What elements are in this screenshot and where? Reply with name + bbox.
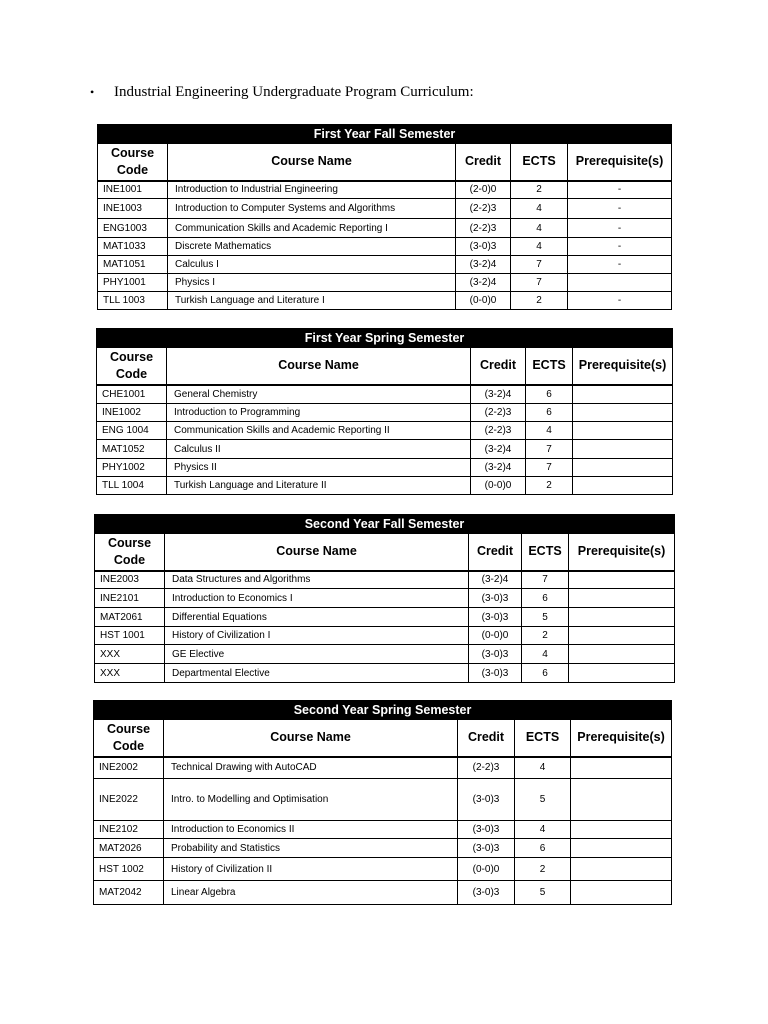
header-course-code: Course Code [97,348,167,385]
course-code: TLL 1003 [98,292,168,310]
table-row [94,881,672,905]
course-code: INE2003 [95,571,165,589]
course-prerequisite [569,608,675,627]
course-prerequisite [573,422,673,440]
course-code: TLL 1004 [97,477,167,495]
course-name: History of Civilization II [164,858,458,881]
semester-title: Second Year Spring Semester [94,701,672,720]
course-ects: 7 [511,274,568,292]
course-ects: 2 [515,858,571,881]
table-row [94,779,672,821]
table-row [97,477,673,495]
course-credit: (3-0)3 [469,608,522,627]
course-credit: (0-0)0 [458,858,515,881]
course-name: Turkish Language and Literature I [168,292,456,310]
course-prerequisite: - [568,292,672,310]
header-ects: ECTS [511,144,568,181]
course-prerequisite: - [568,199,672,219]
table-row [95,627,675,645]
header-course-name: Course Name [165,534,469,571]
course-credit: (0-0)0 [469,627,522,645]
table-row [97,385,673,404]
table-row [95,571,675,589]
header-course-name: Course Name [164,720,458,757]
header-credit: Credit [456,144,511,181]
course-prerequisite [571,881,672,905]
course-name: Introduction to Industrial Engineering [168,181,456,199]
course-code: ENG 1004 [97,422,167,440]
course-name: Departmental Elective [165,664,469,683]
header-course-code: Course Code [98,144,168,181]
course-name: Turkish Language and Literature II [167,477,471,495]
header-course-code: Course Code [94,720,164,757]
course-ects: 2 [511,292,568,310]
course-code: INE1002 [97,404,167,422]
course-ects: 7 [526,459,573,477]
course-ects: 4 [522,645,569,664]
table-row [95,589,675,608]
course-code: INE2101 [95,589,165,608]
course-name: Linear Algebra [164,881,458,905]
course-code: INE1001 [98,181,168,199]
header-course-name: Course Name [167,348,471,385]
course-code: INE2102 [94,821,164,839]
course-ects: 2 [522,627,569,645]
course-ects: 7 [522,571,569,589]
course-code: XXX [95,645,165,664]
course-credit: (3-2)4 [456,256,511,274]
course-code: INE1003 [98,199,168,219]
course-credit: (3-2)4 [456,274,511,292]
course-credit: (3-2)4 [471,385,526,404]
course-prerequisite: - [568,256,672,274]
semester-table-3 [94,514,675,683]
course-prerequisite: - [568,181,672,199]
header-credit: Credit [458,720,515,757]
course-name: Introduction to Economics II [164,821,458,839]
course-prerequisite: - [568,219,672,238]
course-code: MAT2061 [95,608,165,627]
course-name: Technical Drawing with AutoCAD [164,757,458,779]
course-name: Communication Skills and Academic Reporting II [167,422,471,440]
course-credit: (2-2)3 [456,219,511,238]
course-prerequisite [571,779,672,821]
table-row [98,274,672,292]
header-prerequisites: Prerequisite(s) [569,534,675,571]
course-name: Differential Equations [165,608,469,627]
course-name: Physics II [167,459,471,477]
course-name: Introduction to Programming [167,404,471,422]
bullet-point: • [90,85,95,99]
header-ects: ECTS [515,720,571,757]
table-row [94,839,672,858]
table-row [95,608,675,627]
course-ects: 2 [511,181,568,199]
course-prerequisite: - [568,238,672,256]
semester-table-4 [93,700,672,905]
course-ects: 6 [522,664,569,683]
course-credit: (0-0)0 [471,477,526,495]
table-row [97,422,673,440]
table-row [97,440,673,459]
header-credit: Credit [471,348,526,385]
table-row [97,459,673,477]
course-credit: (3-2)4 [469,571,522,589]
course-credit: (3-0)3 [469,645,522,664]
course-name: General Chemistry [167,385,471,404]
course-ects: 4 [515,757,571,779]
course-code: MAT2026 [94,839,164,858]
header-credit: Credit [469,534,522,571]
course-code: MAT1033 [98,238,168,256]
header-prerequisites: Prerequisite(s) [568,144,672,181]
course-code: MAT2042 [94,881,164,905]
header-ects: ECTS [526,348,573,385]
course-prerequisite [569,589,675,608]
course-prerequisite [571,839,672,858]
semester-title: First Year Fall Semester [98,125,672,144]
course-credit: (2-2)3 [471,422,526,440]
course-credit: (3-0)3 [456,238,511,256]
table-row [98,181,672,199]
course-prerequisite [573,477,673,495]
course-ects: 4 [511,238,568,256]
course-code: INE2002 [94,757,164,779]
course-credit: (3-2)4 [471,440,526,459]
course-ects: 7 [511,256,568,274]
course-ects: 6 [526,385,573,404]
course-name: History of Civilization I [165,627,469,645]
course-ects: 5 [522,608,569,627]
course-credit: (2-2)3 [456,199,511,219]
course-credit: (3-0)3 [469,589,522,608]
course-name: Introduction to Economics I [165,589,469,608]
heading-text: Industrial Engineering Undergraduate Program Curriculum: [114,84,474,100]
course-credit: (3-0)3 [469,664,522,683]
course-credit: (3-2)4 [471,459,526,477]
course-credit: (2-2)3 [458,757,515,779]
course-prerequisite [569,627,675,645]
course-code: HST 1001 [95,627,165,645]
course-code: CHE1001 [97,385,167,404]
curriculum-heading [90,84,474,101]
course-name: Introduction to Computer Systems and Algorithms [168,199,456,219]
course-credit: (0-0)0 [456,292,511,310]
course-prerequisite [571,757,672,779]
header-prerequisites: Prerequisite(s) [571,720,672,757]
course-ects: 4 [526,422,573,440]
course-name: Calculus I [168,256,456,274]
course-credit: (3-0)3 [458,881,515,905]
table-row [98,199,672,219]
course-code: MAT1051 [98,256,168,274]
course-credit: (2-0)0 [456,181,511,199]
course-ects: 5 [515,779,571,821]
course-name: Probability and Statistics [164,839,458,858]
course-credit: (2-2)3 [471,404,526,422]
table-row [97,404,673,422]
table-row [98,256,672,274]
course-ects: 6 [515,839,571,858]
course-ects: 2 [526,477,573,495]
header-course-code: Course Code [95,534,165,571]
course-code: PHY1001 [98,274,168,292]
course-prerequisite [573,385,673,404]
semester-title: Second Year Fall Semester [95,515,675,534]
semester-table-1 [97,124,672,310]
course-prerequisite [573,404,673,422]
course-name: Data Structures and Algorithms [165,571,469,589]
course-name: Discrete Mathematics [168,238,456,256]
table-row [95,664,675,683]
course-ects: 6 [526,404,573,422]
course-name: Physics I [168,274,456,292]
course-prerequisite [569,571,675,589]
table-row [98,238,672,256]
course-credit: (3-0)3 [458,779,515,821]
course-code: ENG1003 [98,219,168,238]
table-row [98,292,672,310]
header-ects: ECTS [522,534,569,571]
course-code: MAT1052 [97,440,167,459]
header-course-name: Course Name [168,144,456,181]
course-name: Intro. to Modelling and Optimisation [164,779,458,821]
course-name: Calculus II [167,440,471,459]
course-code: PHY1002 [97,459,167,477]
course-prerequisite [569,664,675,683]
course-ects: 4 [515,821,571,839]
course-credit: (3-0)3 [458,821,515,839]
course-name: GE Elective [165,645,469,664]
course-prerequisite [569,645,675,664]
course-code: XXX [95,664,165,683]
course-ects: 7 [526,440,573,459]
table-row [98,219,672,238]
course-ects: 4 [511,219,568,238]
course-prerequisite [568,274,672,292]
table-row [94,757,672,779]
table-row [94,858,672,881]
course-prerequisite [571,821,672,839]
course-prerequisite [573,459,673,477]
course-ects: 4 [511,199,568,219]
table-row [95,645,675,664]
semester-title: First Year Spring Semester [97,329,673,348]
semester-table-2 [96,328,673,495]
course-code: HST 1002 [94,858,164,881]
course-credit: (3-0)3 [458,839,515,858]
course-prerequisite [571,858,672,881]
header-prerequisites: Prerequisite(s) [573,348,673,385]
course-code: INE2022 [94,779,164,821]
course-prerequisite [573,440,673,459]
course-ects: 6 [522,589,569,608]
course-ects: 5 [515,881,571,905]
course-name: Communication Skills and Academic Reporting I [168,219,456,238]
table-row [94,821,672,839]
